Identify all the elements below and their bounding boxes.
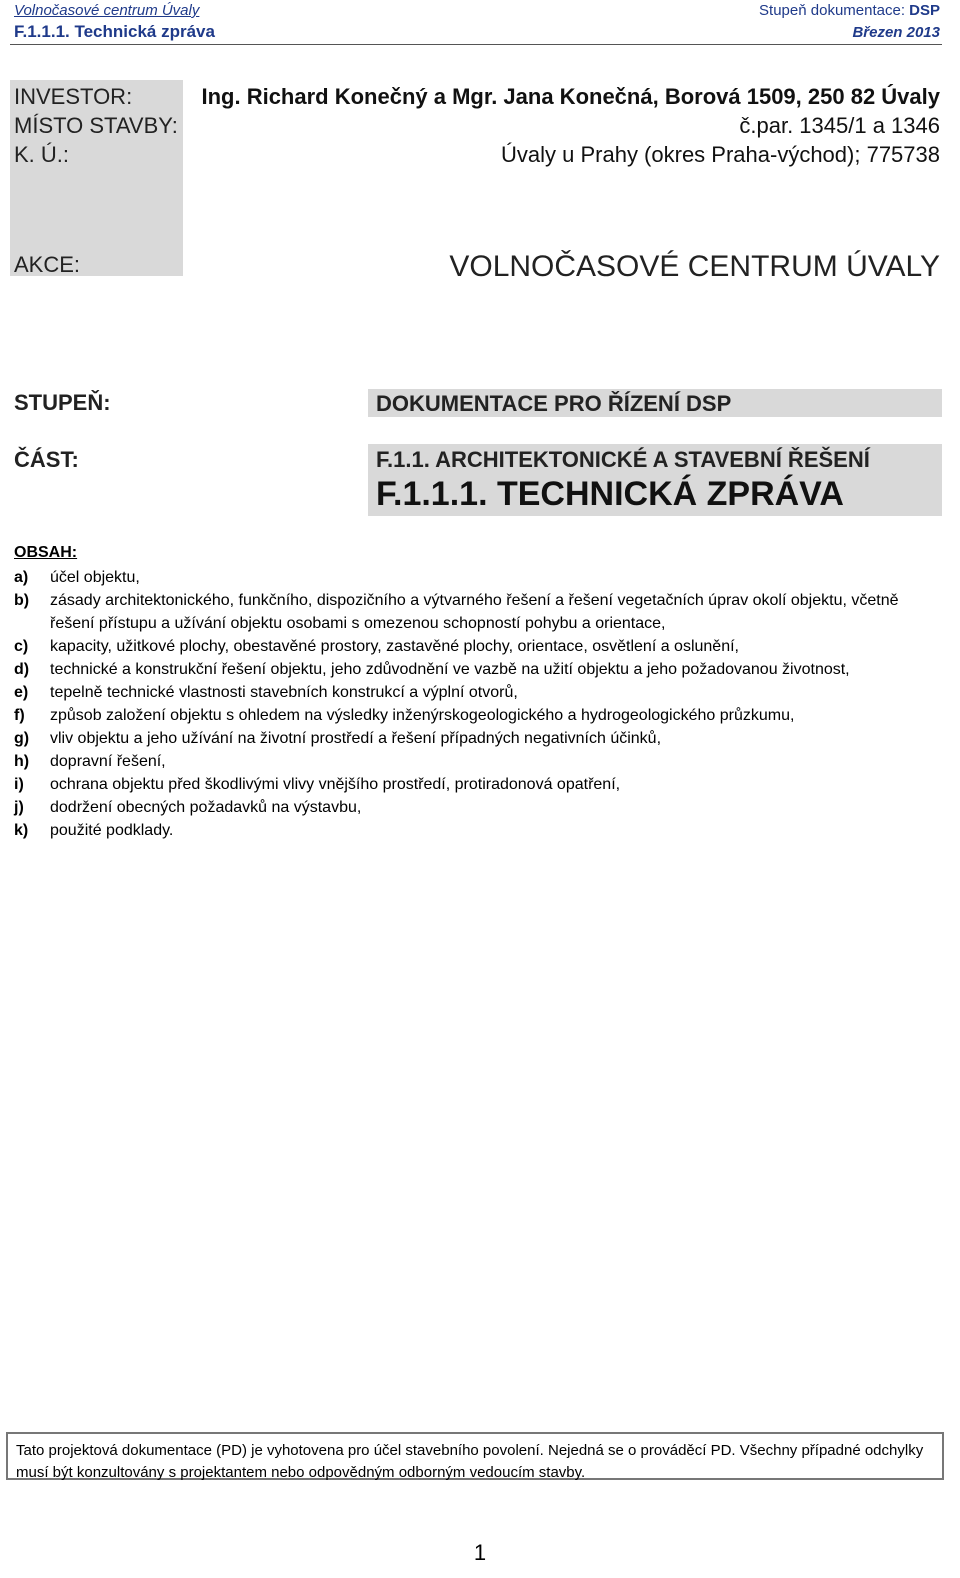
contents-item-text: způsob založení objektu s ohledem na výsledky inženýrskogeologického a hydrogeologického průzkumu, [50, 707, 795, 724]
contents-item-text: dopravní řešení, [50, 753, 166, 770]
footer-note-box [6, 1432, 944, 1480]
contents-list [14, 566, 944, 842]
contents-item-text: ochrana objektu před škodlivými vlivy vnějšího prostředí, protiradonová opatření, [50, 776, 621, 793]
page-number: 1 [473, 1540, 487, 1565]
header-section: F.1.1.1. Technická zpráva [14, 22, 215, 41]
header-doc-stage [759, 2, 940, 19]
contents-item-text: dodržení obecných požadavků na výstavbu, [50, 799, 362, 816]
contents-item [14, 635, 944, 658]
contents-item [14, 796, 944, 819]
contents-item [14, 727, 944, 750]
site-label: MÍSTO STAVBY: [14, 113, 178, 138]
header-doc-stage-label: Stupeň dokumentace: [759, 2, 910, 19]
contents-item-text: použité podklady. [50, 822, 174, 839]
action-value: VOLNOČASOVÉ CENTRUM ÚVALY [449, 250, 940, 283]
contents-item [14, 773, 944, 796]
ku-value: Úvaly u Prahy (okres Praha-východ); 775738 [501, 142, 940, 167]
investor-value: Ing. Richard Konečný a Mgr. Jana Konečná, Borová 1509, 250 82 Úvaly [201, 84, 940, 109]
contents-item-text: účel objektu, [50, 569, 140, 586]
part-label: ČÁST: [14, 447, 79, 472]
contents-item-letter: b) [14, 592, 30, 609]
contents-item-text: kapacity, užitkové plochy, obestavěné prostory, zastavěné plochy, orientace, osvětlení a oslunění, [50, 638, 739, 655]
contents-item-letter: a) [14, 569, 29, 586]
contents-item [14, 589, 944, 635]
contents-item-letter: d) [14, 661, 30, 678]
contents-item [14, 704, 944, 727]
contents-item-text: zásady architektonického, funkčního, dispozičního a výtvarného řešení a řešení vegetačních úprav okolí objektu, včetně řešení přístupu a užívání objektu osobami s omezenou schopností pohybu a orientace, [50, 592, 899, 632]
action-label: AKCE: [14, 252, 81, 277]
contents-title: OBSAH: [14, 544, 78, 561]
contents-item [14, 681, 944, 704]
header-date: Březen 2013 [852, 24, 940, 41]
stage-label: STUPEŇ: [14, 390, 111, 415]
part-value: F.1.1. ARCHITEKTONICKÉ A STAVEBNÍ ŘEŠENÍ [376, 447, 870, 472]
contents-item-letter: e) [14, 684, 29, 701]
footer-note: Tato projektová dokumentace (PD) je vyhotovena pro účel stavebního povolení. Nejedná se o prováděcí PD. Všechny případné odchylky musí být konzultovány s projektantem nebo odpovědným odborným vedoucím stavby. [16, 1442, 924, 1481]
header-project-name: Volnočasové centrum Úvaly [14, 2, 200, 19]
contents-item-text: tepelně technické vlastnosti stavebních konstrukcí a výplní otvorů, [50, 684, 518, 701]
contents-item-letter: k) [14, 822, 29, 839]
contents-item-letter: i) [14, 776, 24, 793]
contents-item-letter: f) [14, 707, 25, 724]
header-doc-stage-value: DSP [909, 2, 940, 19]
contents-item [14, 819, 944, 842]
contents-item [14, 658, 944, 681]
stage-value: DOKUMENTACE PRO ŘÍZENÍ DSP [376, 391, 732, 416]
contents-item-letter: g) [14, 730, 30, 747]
contents-item-letter: c) [14, 638, 29, 655]
contents-item-text: technické a konstrukční řešení objektu, jeho zdůvodnění ve vazbě na užití objektu a jeho požadovanou životnost, [50, 661, 850, 678]
contents-item-letter: h) [14, 753, 30, 770]
contents-item-text: vliv objektu a jeho užívání na životní prostředí a řešení případných negativních účinků, [50, 730, 662, 747]
site-value: č.par. 1345/1 a 1346 [739, 113, 940, 138]
investor-label: INVESTOR: [14, 84, 133, 109]
contents-item [14, 750, 944, 773]
contents-item [14, 566, 944, 589]
ku-label: K. Ú.: [14, 142, 70, 167]
part-subvalue: F.1.1.1. TECHNICKÁ ZPRÁVA [376, 475, 844, 513]
header-divider [10, 44, 942, 45]
contents-item-letter: j) [14, 799, 24, 816]
